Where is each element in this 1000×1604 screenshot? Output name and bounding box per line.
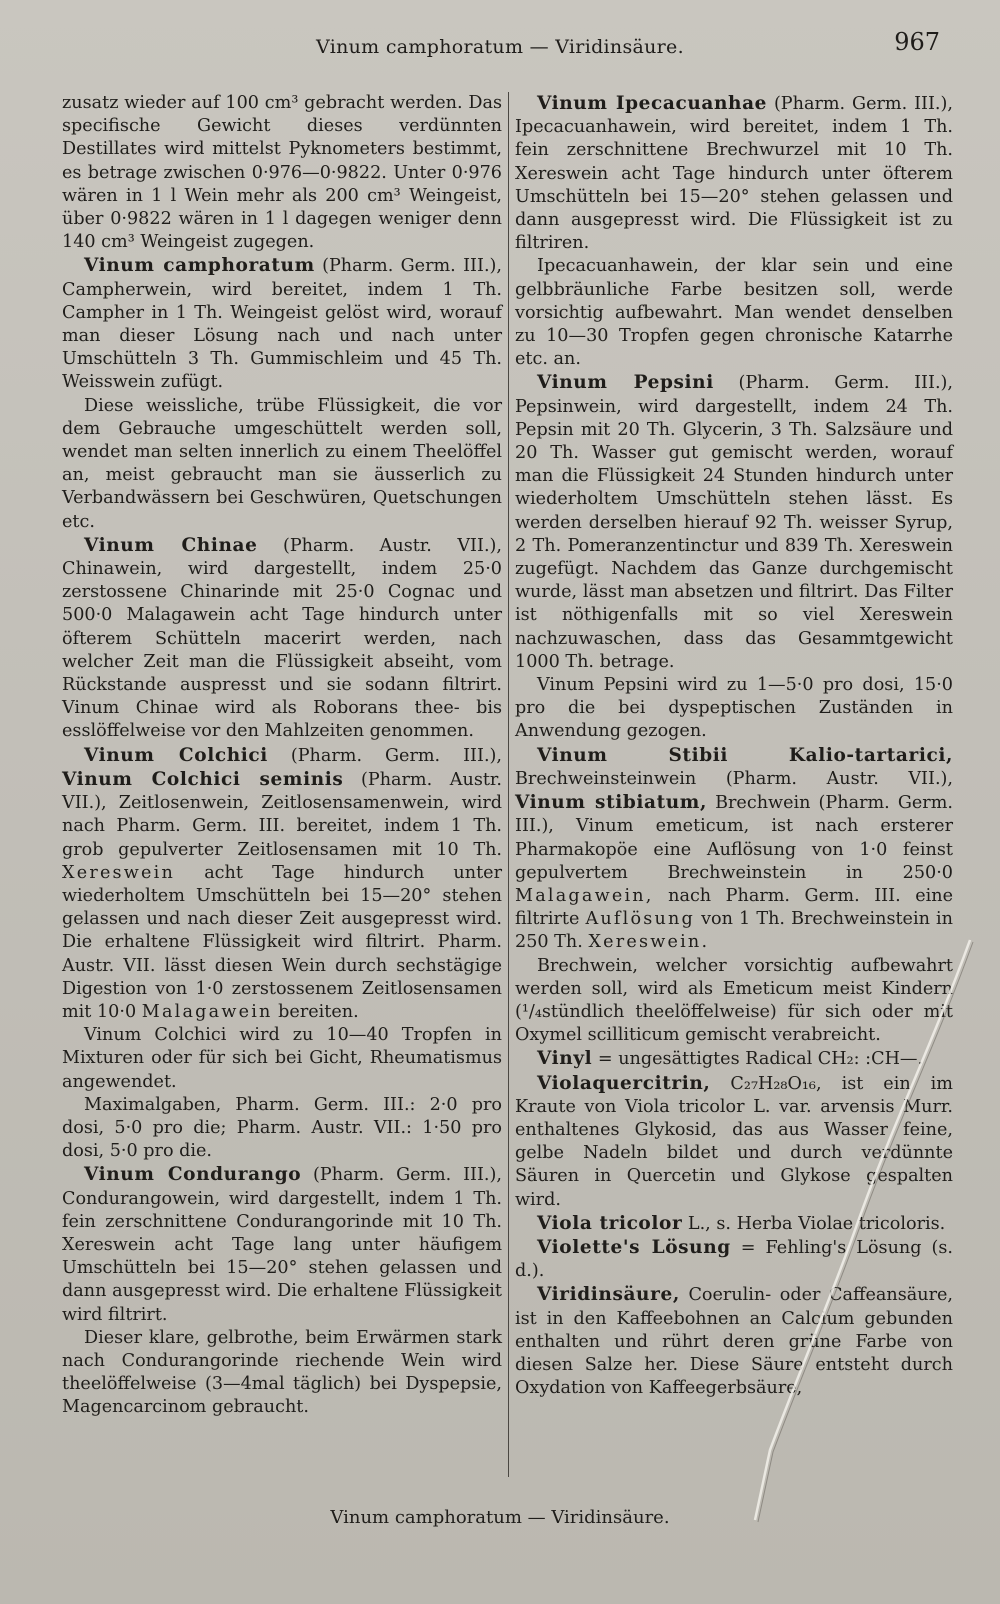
lemma: Vinum Colchici seminis [62, 768, 344, 790]
lemma: Vinum Pepsini [537, 372, 714, 394]
paragraph: Maximalgaben, Pharm. Germ. III.: 2·0 pro dosi, 5·0 pro die; Pharm. Austr. VII.: 1·50 pro dosi, 5·0 pro die. [62, 1094, 502, 1162]
running-head [60, 28, 940, 68]
paragraph: Brechwein, welcher vorsichtig aufbewahrt werden soll, wird als Emeticum meist Kindern (¹/₄stündlich theelöffelweise) für sich oder mit Oxymel scilliticum gemischt verabreicht. [515, 955, 953, 1046]
paragraph: Dieser klare, gelbrothe, beim Erwärmen stark nach Condurangorinde riechende Wein wird theelöffelweise (3—4mal täglich) bei Dyspepsie, Magencarcinom gebraucht. [62, 1327, 502, 1418]
lemma: Viola tricolor [537, 1212, 683, 1234]
lemma: Vinum Chinae [84, 534, 258, 556]
entry-viridinsaeure: Viridinsäure, Coerulin- oder Caffeansäure, ist in den Kaffeebohnen an Calcium gebunden enthalten und rührt deren grüne Farbe von diesen Salze her. Diese Säure entsteht durch Oxydation von Kaffeegerbsäure, [515, 1284, 953, 1399]
paragraph: Diese weissliche, trübe Flüssigkeit, die vor dem Gebrauche umgeschüttelt werden soll, wendet man selten innerlich zu einem Theelöffel an, meist gebraucht man sie äusserlich zu Verbandwässern bei Geschwüren, Quetschungen etc. [62, 395, 502, 532]
entry-vinum-ipecacuanhae: Vinum Ipecacuanhae (Pharm. Germ. III.), Ipecacuanhawein, wird bereitet, indem 1 Th. fein zerschnittene Brechwurzel mit 10 Th. Xereswein acht Tage hindurch unter öfterem Umschütteln bei 15—20° stehen gelassen und dann ausgepresst wird. Die Flüssigkeit ist zu filtriren. [515, 93, 953, 254]
entry-vinum-stibii: Vinum Stibii Kalio-tartarici, Brechweinsteinwein (Pharm. Austr. VII.), Vinum stibiatum, Brechwein (Pharm. Germ. III.), Vinum emeticum, ist nach ersterer Pharmakopöe eine Auflösung von 1·0 feinst gepulvertem Brechweinstein in 250·0 Malagawein, nach Pharm. Germ. III. eine filtrirte Auflösung von 1 Th. Brechweinstein in 250 Th. Xereswein. [515, 744, 953, 953]
entry-vinum-colchici: Vinum Colchici (Pharm. Germ. III.), Vinum Colchici seminis (Pharm. Austr. VII.), Zeitlosenwein, Zeitlosensamenwein, wird nach Pharm. Germ. III. bereitet, indem 1 Th. grob gepulverter Zeitlosensamen mit 10 Th. Xereswein acht Tage hindurch unter wiederholtem Umschütteln bei 15—20° stehen gelassen und nach dieser Zeit ausgepresst wird. Die erhaltene Flüssigkeit wird filtrirt. Pharm. Austr. VII. lässt diesen Wein durch sechstägige Digestion von 1·0 zerstossenem Zeitlosensamen mit 10·0 Malagawein bereiten. [62, 744, 503, 1022]
paragraph: Ipecacuanhawein, der klar sein und eine gelbbräunliche Farbe besitzen soll, werde vorsichtig aufbewahrt. Man wendet denselben zu 10—30 Tropfen gegen chronische Katarrhe etc. an. [515, 256, 953, 370]
lemma: Violaquercitrin, [537, 1072, 711, 1094]
lemma: Vinum camphoratum [84, 255, 315, 277]
lemma: Vinum Colchici [84, 744, 268, 766]
lemma: Violette's Lösung [537, 1236, 731, 1258]
entry-vinyl: Vinyl = ungesättigtes Radical CH₂: :CH—. [537, 1048, 924, 1070]
lemma: Vinum stibiatum, [515, 792, 708, 814]
lemma: Vinum Condurango [84, 1164, 302, 1186]
entry-viola-tricolor: Viola tricolor L., s. Herba Violae tricoloris. [537, 1212, 946, 1234]
running-footer: Vinum camphoratum — Viridinsäure. [330, 1507, 670, 1528]
lemma: Viridinsäure, [537, 1284, 680, 1306]
lemma: Vinyl [537, 1048, 593, 1070]
entry-violettes-loesung: Violette's Lösung = Fehling's Lösung (s. d.). [515, 1236, 953, 1282]
paragraph: Vinum Colchici wird zu 10—40 Tropfen in Mixturen oder für sich bei Gicht, Rheumatismus angewendet. [62, 1025, 502, 1092]
entry-vinum-pepsini: Vinum Pepsini (Pharm. Germ. III.), Pepsinwein, wird dargestellt, indem 24 Th. Pepsin mit 20 Th. Glycerin, 3 Th. Salzsäure und 20 Th. Wasser gut gemischt werden, worauf man die Flüssigkeit 24 Stunden hindurch unter wiederholtem Umschütteln stehen lässt. Es werden derselben hierauf 92 Th. weisser Syrup, 2 Th. Pomeranzentinctur und 839 Th. Xereswein zugefügt. Nachdem das Ganze durchgemischt wurde, lässt man absetzen und filtrirt. Das Filter ist nöthigenfalls mit so viel Xereswein nachzuwaschen, dass das Gesammtgewicht 1000 Th. betrage. [515, 372, 953, 672]
entry-vinum-condurango: Vinum Condurango (Pharm. Germ. III.), Condurangowein, wird dargestellt, indem 1 Th. fein zerschnittene Condurangorinde mit 10 Th. Xereswein acht Tage lang unter häufigem Umschütteln bei 15—20° stehen gelassen und dann ausgepresst wird. Die erhaltene Flüssigkeit wird filtrirt. [62, 1164, 502, 1325]
paragraph: zusatz wieder auf 100 cm³ gebracht werden. Das specifische Gewicht dieses verdünnten Destillates wird mittelst Pyknometers bestimmt, es betrage zwischen 0·976—0·9822. Unter 0·976 wären in 1 l Wein mehr als 200 cm³ Weingeist, über 0·9822 wären in 1 l dagegen weniger denn 140 cm³ Weingeist zugegen. [62, 93, 502, 253]
running-title: Vinum camphoratum — Viridinsäure. [316, 36, 684, 58]
entry-vinum-camphoratum: Vinum camphoratum (Pharm. Germ. III.), Campherwein, wird bereitet, indem 1 Th. Campher in 1 Th. Weingeist gelöst wird, worauf man dieser Lösung nach und nach unter Umschütteln 3 Th. Gummischleim und 45 Th. Weisswein zufügt. [62, 255, 502, 393]
entry-violaquercitrin: Violaquercitrin, C₂₇H₂₈O₁₆, ist ein im Kraute von Viola tricolor L. var. arvensis Murr. enthaltenes Glykosid, das aus Wasser feine, gelbe Nadeln bildet und durch verdünnte Säuren in Quercetin und Glykose gespalten wird. [515, 1072, 953, 1210]
column-divider [508, 92, 509, 1477]
lemma: Vinum Ipecacuanhae [537, 93, 768, 114]
right-column [515, 92, 953, 1400]
left-column [62, 92, 502, 1420]
paragraph: Vinum Pepsini wird zu 1—5·0 pro dosi, 15·0 pro die bei dyspeptischen Zuständen in Anwendung gezogen. [515, 675, 953, 742]
entry-vinum-chinae: Vinum Chinae (Pharm. Austr. VII.), Chinawein, wird dargestellt, indem 25·0 zerstossene Chinarinde mit 25·0 Cognac und 500·0 Malagawein acht Tage hindurch unter öfterem Schütteln macerirt werden, nach welcher Zeit man die Flüssigkeit abseiht, vom Rückstande auspresst und sie sodann filtrirt. Vinum Chinae wird als Roborans thee- bis esslöffelweise vor den Mahlzeiten genommen. [62, 534, 502, 742]
lemma: Vinum Stibii Kalio-tartarici, [537, 744, 953, 766]
page-number: 967 [894, 28, 940, 56]
